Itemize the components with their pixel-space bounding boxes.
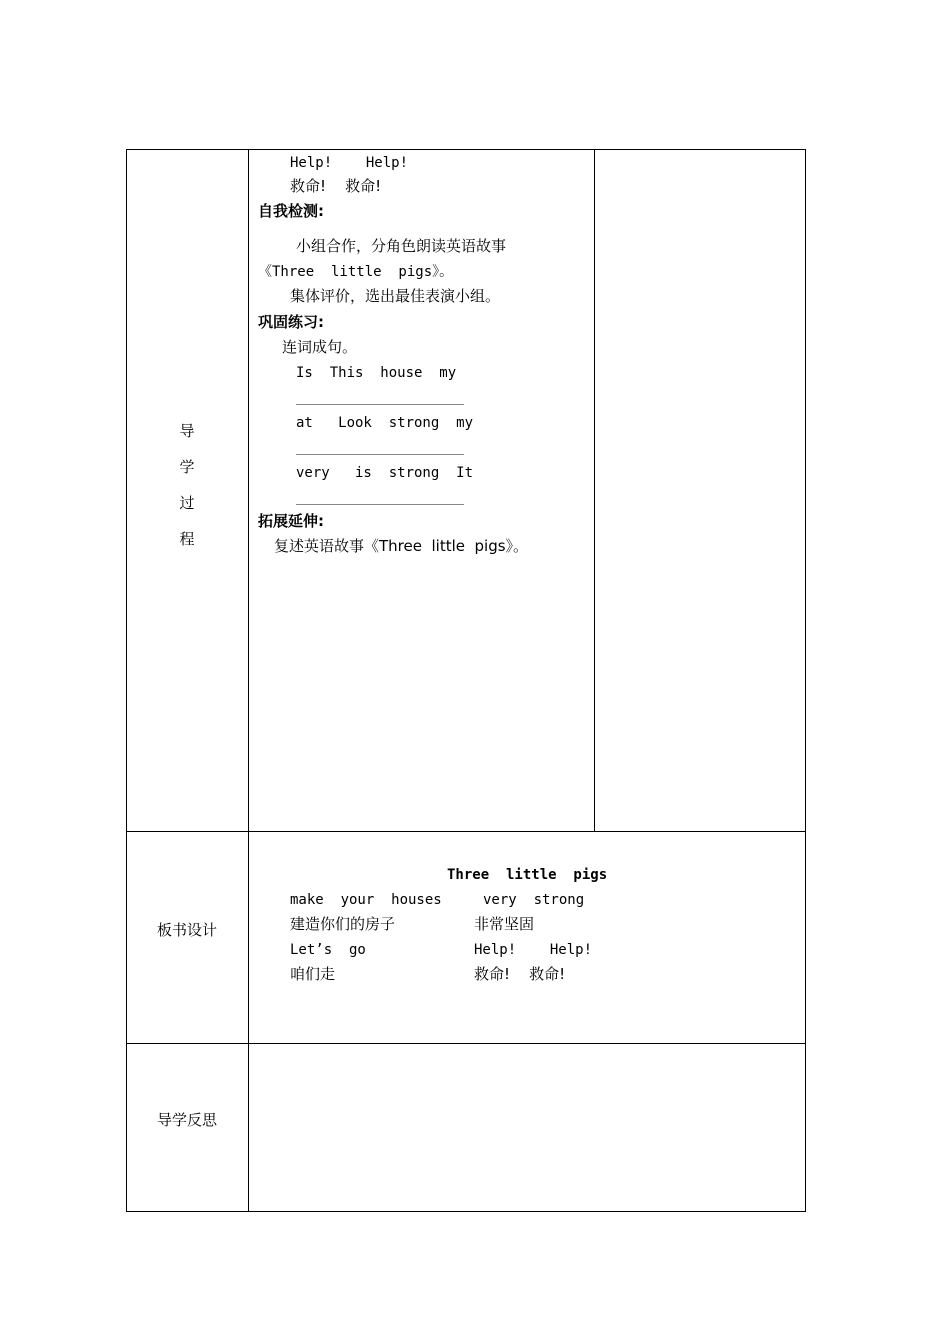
board-right-line: very strong xyxy=(483,892,585,908)
answer-blank-line xyxy=(296,404,464,405)
table-column-divider-notes xyxy=(594,149,595,831)
answer-blank-line xyxy=(296,454,464,455)
practice-instruction: 连词成句。 xyxy=(282,338,358,356)
answer-blank-line xyxy=(296,504,464,505)
practice-item: Is This house my xyxy=(296,365,457,381)
guide-process-char: 过 xyxy=(179,494,195,512)
table-border-left xyxy=(126,149,127,1212)
practice-item: at Look strong my xyxy=(296,415,474,431)
practice-item: very is strong It xyxy=(296,465,474,481)
table-row-divider xyxy=(126,1043,806,1044)
board-left-line: make your houses xyxy=(290,892,442,908)
table-row-divider xyxy=(126,831,806,832)
guide-process-char: 学 xyxy=(179,458,195,476)
board-left-line: 咱们走 xyxy=(290,965,336,983)
board-left-line: Let’s go xyxy=(290,942,366,958)
self-check-line: 集体评价，选出最佳表演小组。 xyxy=(290,287,501,305)
board-design-label: 板书设计 xyxy=(156,921,217,939)
reflection-label: 导学反思 xyxy=(156,1111,217,1129)
lesson-table xyxy=(126,149,806,1212)
self-check-line: 《Three little pigs》。 xyxy=(258,264,454,280)
table-border-top xyxy=(126,149,806,150)
board-title: Three little pigs xyxy=(447,867,608,883)
board-right-line: Help! Help! xyxy=(474,942,593,958)
practice-heading: 巩固练习: xyxy=(258,313,324,331)
guide-process-char: 程 xyxy=(179,530,195,548)
help-en-line: Help! Help! xyxy=(290,155,409,171)
help-zh-line: 救命! 救命! xyxy=(290,177,382,195)
table-border-right xyxy=(805,149,806,1212)
table-column-divider xyxy=(248,149,249,1212)
table-border-bottom xyxy=(126,1211,806,1212)
extension-text: 复述英语故事《Three little pigs》。 xyxy=(274,537,529,555)
guide-process-label xyxy=(126,413,248,557)
self-check-heading: 自我检测: xyxy=(258,202,324,220)
guide-process-char: 导 xyxy=(179,422,195,440)
self-check-line: 小组合作，分角色朗读英语故事 xyxy=(296,237,507,255)
board-left-line: 建造你们的房子 xyxy=(290,915,396,933)
extension-heading: 拓展延伸: xyxy=(258,512,324,530)
board-right-line: 救命! 救命! xyxy=(474,965,566,983)
board-right-line: 非常坚固 xyxy=(474,915,535,933)
